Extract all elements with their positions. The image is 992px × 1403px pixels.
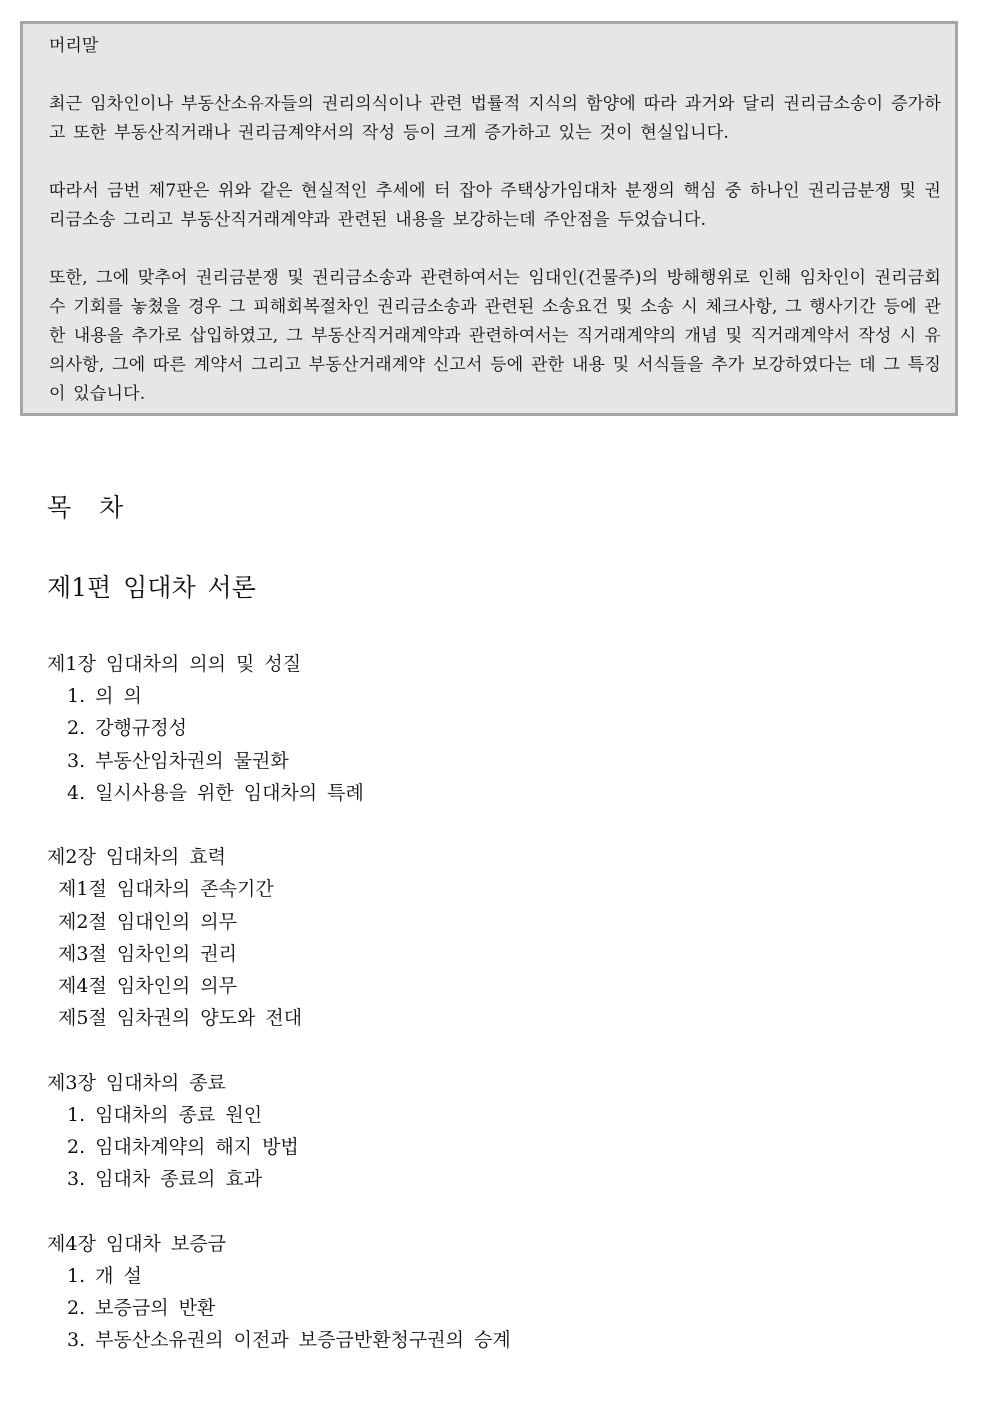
toc-entry[interactable]: 1. 의 의 bbox=[67, 685, 142, 708]
toc-entry[interactable]: 1. 임대차의 종료 원인 bbox=[67, 1103, 263, 1126]
toc-entry[interactable]: 3. 부동산소유권의 이전과 보증금반환청구권의 승계 bbox=[67, 1329, 511, 1352]
toc-entry[interactable]: 3. 부동산임차권의 물권화 bbox=[67, 749, 289, 772]
preface-paragraph-1: 최근 임차인이나 부동산소유자들의 권리의식이나 관련 법률적 지식의 함양에 따라 과거와 달리 권리금소송이 증가하고 또한 부동산직거래나 권리금계약서의 작성 등이 크게 증가하고 있는 것이 현실입니다. bbox=[49, 94, 941, 143]
preface-box bbox=[20, 21, 958, 416]
toc-chapter-3 bbox=[47, 1067, 927, 1196]
toc-title: 목 차 bbox=[47, 493, 134, 522]
preface-paragraph-2: 따라서 금번 제7판은 위와 같은 현실적인 추세에 터 잡아 주택상가임대차 분쟁의 핵심 중 하나인 권리금분쟁 및 권리금소송 그리고 부동산직거래계약과 관련된 내용을 보강하는데 주안점을 두었습니다. bbox=[49, 181, 941, 230]
toc-entry[interactable]: 2. 강행규정성 bbox=[67, 717, 187, 740]
toc-chapter-4 bbox=[47, 1228, 927, 1357]
part-title: 제1편 임대차 서론 bbox=[47, 573, 256, 602]
chapter-title[interactable]: 제2장 임대차의 효력 bbox=[47, 846, 226, 869]
toc-entry[interactable]: 제2절 임대인의 의무 bbox=[58, 910, 237, 933]
toc-list bbox=[47, 648, 927, 1389]
toc-entry[interactable]: 제4절 임차인의 의무 bbox=[58, 975, 237, 998]
chapter-title[interactable]: 제1장 임대차의 의의 및 성질 bbox=[47, 653, 302, 675]
preface-paragraph-3: 또한, 그에 맞추어 권리금분쟁 및 권리금소송과 관련하여서는 임대인(건물주)의 방해행위로 인해 임차인이 권리금회수 기회를 놓쳤을 경우 그 피해회복절차인 권리금소송과 관련된 소송요건 및 소송 시 체크사항, 그 행사기간 등에 관한 내용을 추가로 삽입하였고, 그 부동산직거래계약과 관련하여서는 직거래계약의 개념 및 직거래계약서 작성 시 유의사항, 그에 따른 계약서 그리고 부동산거래계약 신고서 등에 관한 내용 및 서식들을 추가 보강하였다는 데 그 특징이 있습니다. bbox=[49, 268, 941, 404]
chapter-title[interactable]: 제3장 임대차의 종료 bbox=[47, 1071, 226, 1094]
toc-entry[interactable]: 제5절 임차권의 양도와 전대 bbox=[58, 1007, 303, 1030]
chapter-title[interactable]: 제4장 임대차 보증금 bbox=[47, 1232, 226, 1255]
toc-entry[interactable]: 2. 보증금의 반환 bbox=[67, 1297, 216, 1320]
toc-entry[interactable]: 제3절 임차인의 권리 bbox=[58, 942, 237, 965]
toc-entry[interactable]: 3. 임대차 종료의 효과 bbox=[67, 1168, 263, 1191]
toc-entry[interactable]: 제1절 임대차의 존속기간 bbox=[58, 878, 274, 901]
toc-entry[interactable]: 1. 개 설 bbox=[67, 1264, 142, 1287]
toc-chapter-1 bbox=[47, 648, 927, 809]
toc-chapter-2 bbox=[47, 841, 927, 1034]
toc-entry[interactable]: 2. 임대차계약의 해지 방법 bbox=[67, 1136, 299, 1159]
preface-heading: 머리말 bbox=[49, 36, 99, 56]
toc-entry[interactable]: 4. 일시사용을 위한 임대차의 특례 bbox=[67, 781, 364, 804]
